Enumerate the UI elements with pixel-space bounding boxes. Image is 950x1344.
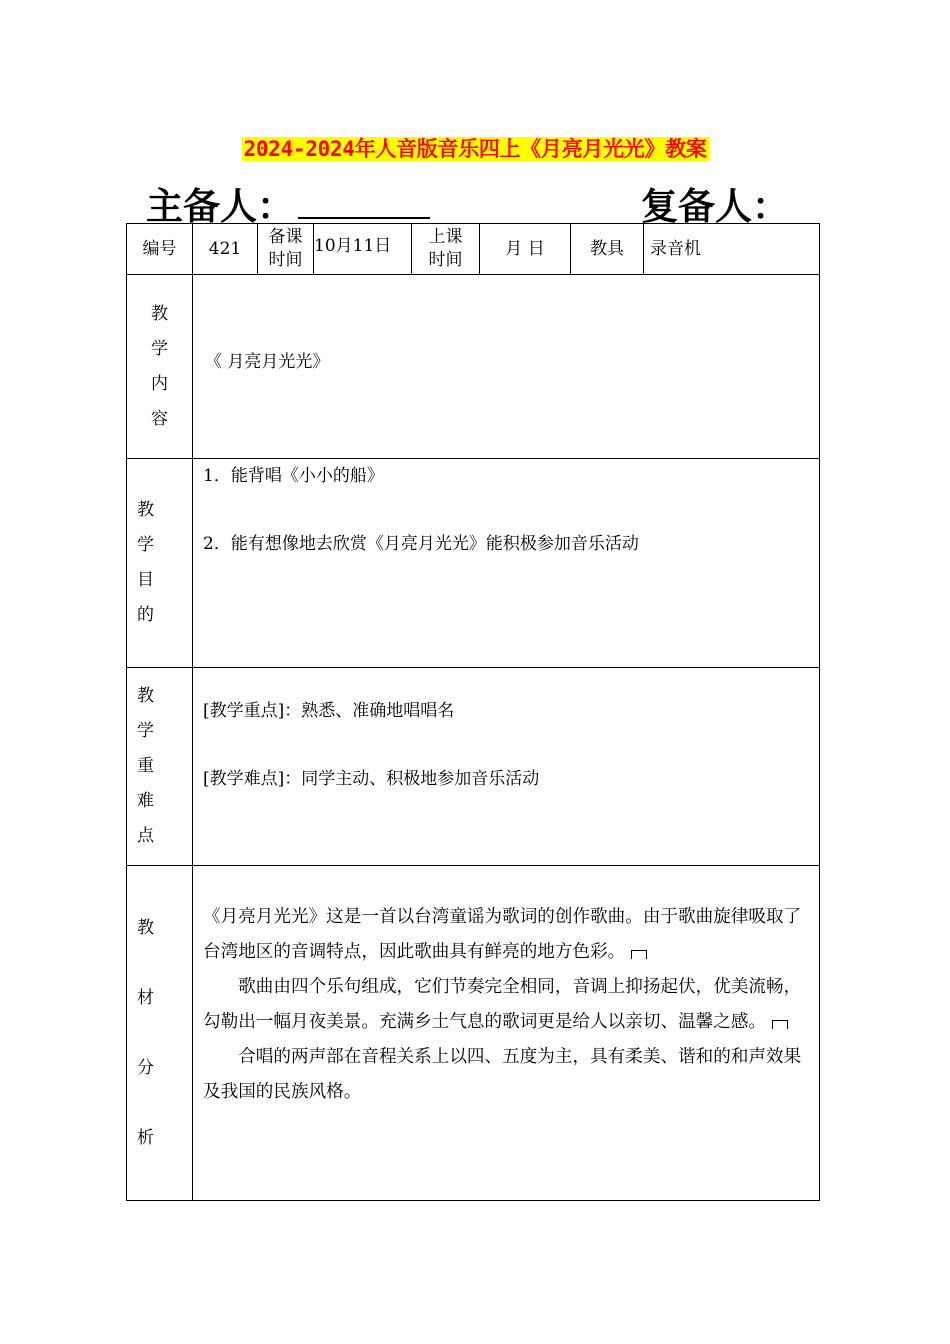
number-value: 421 — [193, 224, 258, 275]
preparer-blank — [298, 187, 430, 219]
content-text-cell — [193, 275, 820, 459]
goal-item: 2．能有想像地去欣赏《月亮月光光》能积极参加音乐活动 — [203, 534, 639, 554]
lesson-plan-table — [126, 223, 820, 1201]
analysis-text-cell — [193, 866, 820, 1201]
goals-text-cell — [193, 459, 820, 668]
return-mark-icon — [631, 950, 647, 959]
class-time-value: 月 日 — [480, 224, 571, 275]
goals-row — [127, 459, 820, 668]
tools-label: 教具 — [571, 224, 644, 275]
content-row — [127, 275, 820, 459]
number-label: 编号 — [127, 224, 193, 275]
content-text: 《 月亮月光光》 — [205, 352, 330, 372]
analysis-label: 教 材 分 析 — [127, 866, 193, 1201]
header-row — [127, 224, 820, 275]
analysis-paragraph: 歌曲由四个乐句组成，它们节奏完全相同，音调上抑扬起伏，优美流畅，勾勒出一幅月夜美景。充满乡土气息的歌词更是给人以亲切、温馨之感。 — [203, 977, 802, 1032]
prep-time-value: 10月11日 — [314, 224, 412, 275]
class-time-label: 上课 时间 — [412, 224, 480, 275]
difficult-point: [教学难点]：同学主动、积极地参加音乐活动 — [203, 769, 540, 789]
return-mark-icon — [772, 1020, 788, 1029]
analysis-paragraph: 合唱的两声部在音程关系上以四、五度为主，具有柔美、谐和的和声效果及我国的民族风格。 — [203, 1047, 802, 1102]
preparer-label: 主备人： — [146, 185, 294, 228]
goals-label: 教 学 目 的 — [127, 459, 193, 668]
keypoints-label: 教 学 重 难 点 — [127, 668, 193, 866]
goal-item: 1．能背唱《小小的船》 — [203, 466, 384, 486]
document-title: 2024-2024年人音版音乐四上《月亮月光光》教案 — [243, 137, 707, 161]
keypoints-row — [127, 668, 820, 866]
analysis-paragraph: 《月亮月光光》这是一首以台湾童谣为歌词的创作歌曲。由于歌曲旋律吸取了台湾地区的音调特点，因此歌曲具有鲜亮的地方色彩。 — [203, 907, 802, 962]
key-point: [教学重点]：熟悉、准确地唱唱名 — [203, 701, 455, 721]
keypoints-text-cell — [193, 668, 820, 866]
analysis-row — [127, 866, 820, 1201]
reviewer-label: 复备人： — [641, 185, 789, 228]
tools-value: 录音机 — [644, 224, 820, 275]
prep-time-label: 备课 时间 — [258, 224, 314, 275]
preparer-line — [146, 176, 430, 230]
content-label: 教 学 内 容 — [127, 275, 193, 459]
